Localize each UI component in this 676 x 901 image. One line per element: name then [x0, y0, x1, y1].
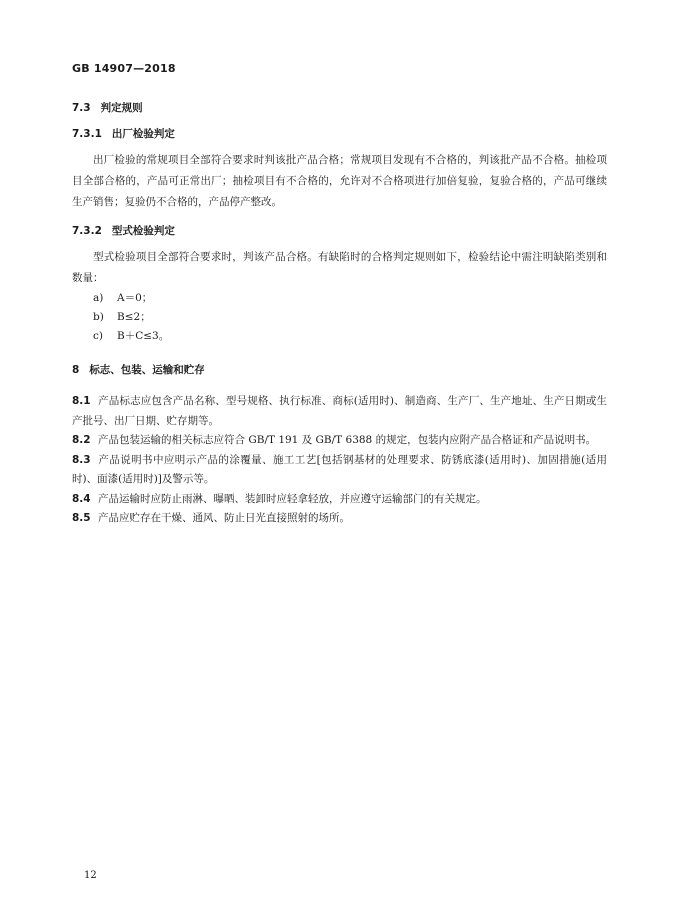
heading-7-3-1	[72, 126, 607, 142]
heading-number: 7.3	[72, 102, 91, 114]
list-marker: c)	[93, 330, 103, 342]
paragraph-7-3-1: 出厂检验的常规项目全部符合要求时判该批产品合格；常规项目发现有不合格的，判该批产品不合格。抽检项目全部合格的，产品可正常出厂；抽检项目有不合格的，允许对不合格项进行加倍复验，复验合格的，产品可继续生产销售；复验仍不合格的，产品停产整改。	[72, 154, 607, 208]
heading-number: 8	[72, 364, 80, 376]
heading-7-3	[72, 100, 607, 116]
list-item	[72, 308, 607, 327]
defect-list	[72, 289, 607, 346]
heading-number: 7.3.2	[72, 225, 102, 237]
heading-title: 判定规则	[100, 102, 143, 114]
paragraph-7-3-2: 型式检验项目全部符合要求时，判该产品合格。有缺陷时的合格判定规则如下，检验结论中需注明缺陷类别和数量：	[72, 251, 607, 284]
clause-number: 8.4	[72, 492, 91, 505]
clause-number: 8.3	[72, 453, 91, 466]
clause-text: 产品应贮存在干燥、通风、防止日光直接照射的场所。	[98, 512, 350, 524]
list-text: B＋C≤3。	[117, 330, 170, 342]
clause-number: 8.1	[72, 395, 91, 407]
list-marker: b)	[93, 311, 104, 323]
clause-text: 产品标志应包含产品名称、型号规格、执行标准、商标(适用时)、制造商、生产厂、生产地址、生产日期或生产批号、出厂日期、贮存期等。	[72, 395, 607, 427]
document-body	[72, 100, 607, 529]
heading-number: 7.3.1	[72, 128, 102, 140]
clause-text: 产品包装运输的相关标志应符合 GB/T 191 及 GB/T 6388 的规定，包装内应附产品合格证和产品说明书。	[98, 434, 597, 446]
heading-8	[72, 362, 607, 378]
page-number: 12	[84, 870, 97, 881]
clause-8-5	[72, 509, 607, 529]
heading-7-3-2	[72, 223, 607, 239]
clause-8-2	[72, 431, 607, 451]
list-marker: a)	[93, 292, 104, 304]
list-item	[72, 289, 607, 308]
list-text: A＝0；	[117, 292, 153, 304]
clause-number: 8.5	[72, 512, 91, 524]
heading-title: 标志、包装、运输和贮存	[89, 364, 205, 376]
clause-8-3	[72, 451, 607, 490]
clause-8-4	[72, 490, 607, 510]
heading-title: 型式检验判定	[111, 225, 175, 237]
clause-text: 产品运输时应防止雨淋、曝晒、装卸时应轻拿轻放，并应遵守运输部门的有关规定。	[98, 492, 487, 505]
list-item	[72, 327, 607, 346]
clause-8-1	[72, 392, 607, 431]
clause-text: 产品说明书中应明示产品的涂覆量、施工工艺[包括钢基材的处理要求、防锈底漆(适用时)、加固措施(适用时)、面漆(适用时)]及警示等。	[72, 453, 607, 485]
standard-code-header: GB 14907—2018	[72, 62, 176, 75]
list-text: B≤2；	[117, 311, 151, 323]
heading-title: 出厂检验判定	[111, 128, 175, 140]
clauses-8	[72, 392, 607, 529]
clause-number: 8.2	[72, 434, 91, 446]
